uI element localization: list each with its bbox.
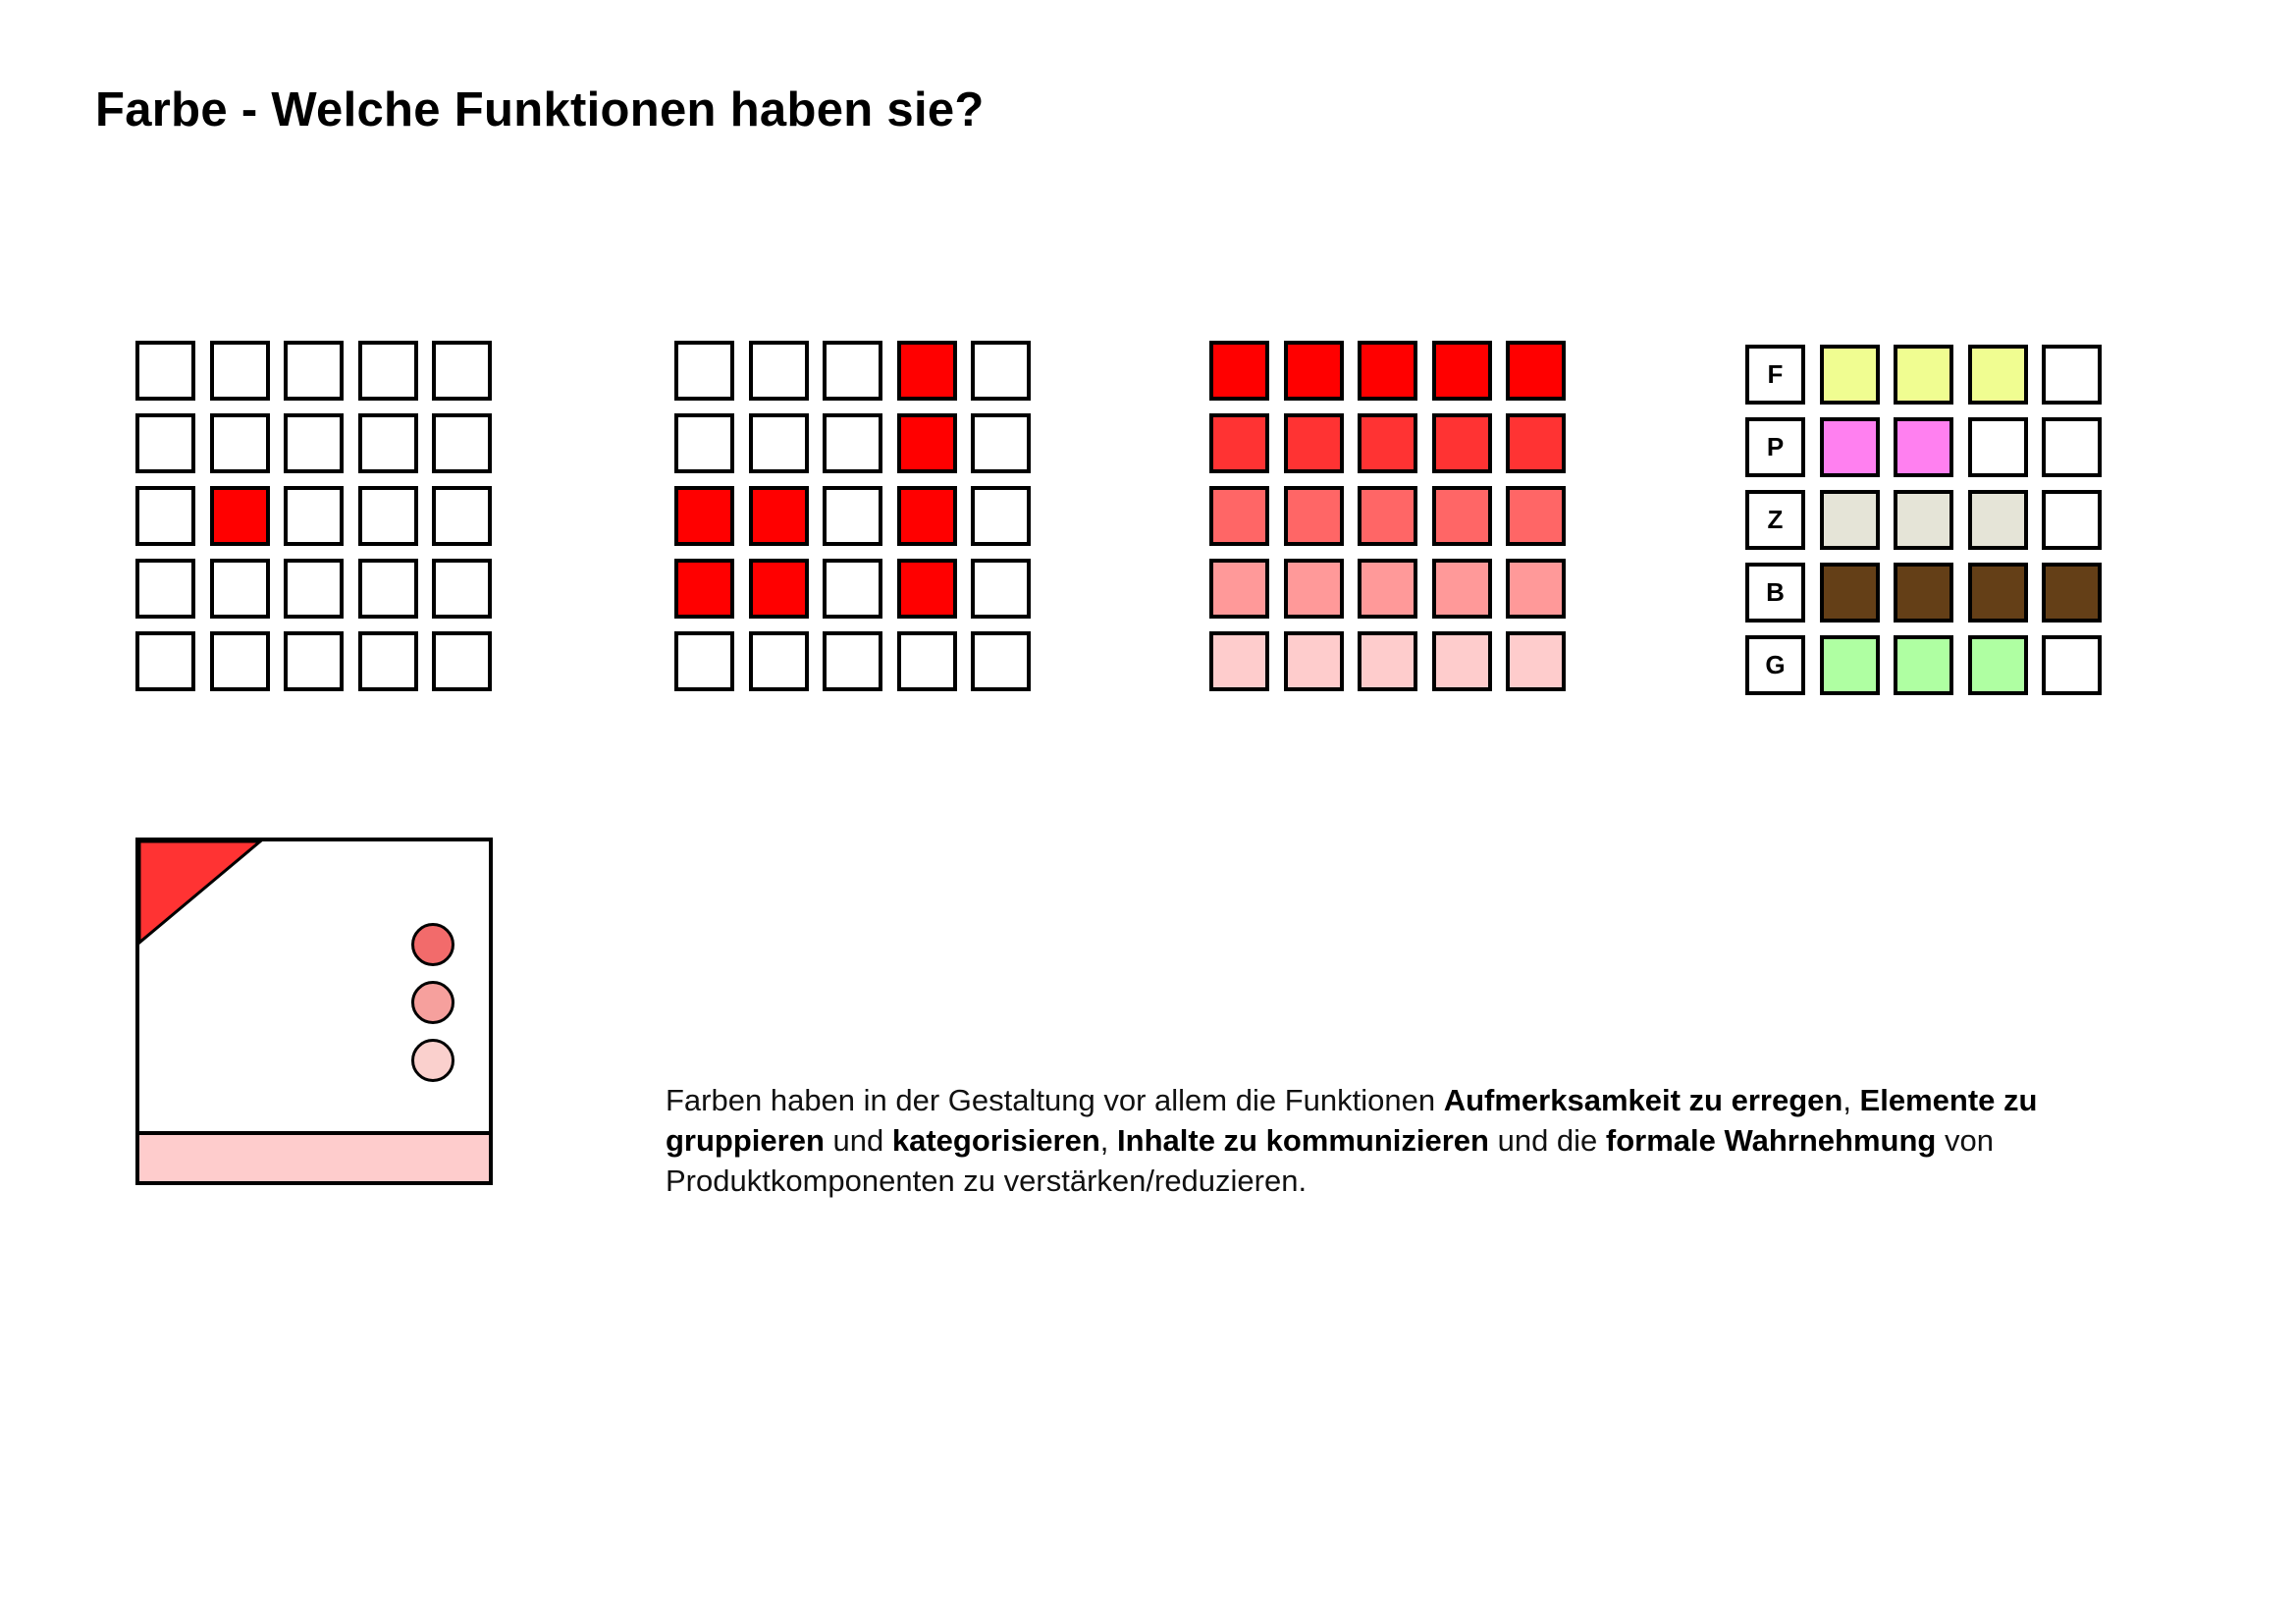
grid-cell: [2042, 345, 2102, 405]
grid-cell: [1358, 486, 1417, 546]
grid-cell: [674, 486, 734, 546]
grid-cell: [1284, 413, 1344, 473]
grid-cell: [1894, 635, 1953, 695]
grid-cell: [1432, 486, 1492, 546]
grid-cell: [971, 486, 1031, 546]
caption-emphasis: kategorisieren: [891, 1123, 1100, 1158]
grid-cell: [284, 413, 344, 473]
grid-cell: [823, 559, 882, 619]
grid-cell: [971, 559, 1031, 619]
grid-cell: [210, 413, 270, 473]
grid-cell: [1432, 341, 1492, 401]
grid-cell: [1209, 413, 1269, 473]
grid-cell: [749, 341, 809, 401]
grid-cell: [1358, 413, 1417, 473]
grid-cell: [749, 559, 809, 619]
grid-cell: [674, 631, 734, 691]
grid-cell: [1820, 345, 1880, 405]
grid-cell: [1209, 559, 1269, 619]
grid-cell: [749, 413, 809, 473]
grid-cell: [1968, 490, 2028, 550]
grid-cell: [2042, 490, 2102, 550]
grid-cell: [1968, 417, 2028, 477]
grid-cell: [897, 486, 957, 546]
grid-cell: [1284, 486, 1344, 546]
grid-cell: [284, 341, 344, 401]
caption-segment: von Produktkomponenten zu verstärken/reduzieren.: [666, 1123, 1994, 1198]
grid-cell: [2042, 417, 2102, 477]
grid-cell: [135, 631, 195, 691]
grid-cell: [1894, 345, 1953, 405]
grid-cell: [284, 631, 344, 691]
grid-cell: [1209, 631, 1269, 691]
grid-cell: [1506, 486, 1566, 546]
grid-cell: [1432, 413, 1492, 473]
grid-cell: [1820, 490, 1880, 550]
caption-emphasis: Inhalte zu kommunizieren: [1117, 1123, 1489, 1158]
caption-segment: und die: [1488, 1123, 1606, 1158]
grid-cell: [358, 486, 418, 546]
grid-cell: [1432, 631, 1492, 691]
grid-cell: [1209, 486, 1269, 546]
grid-cell: [823, 413, 882, 473]
grid-cell: [210, 341, 270, 401]
grid-cell: [432, 413, 492, 473]
grid-cell: [358, 413, 418, 473]
caption-emphasis: formale Wahrnehmung: [1605, 1123, 1937, 1158]
caption-segment: ,: [1099, 1123, 1118, 1158]
grid-cell: [1358, 631, 1417, 691]
grid-cell: [1820, 563, 1880, 623]
caption-segment: und: [824, 1123, 892, 1158]
grid-cell: [1894, 563, 1953, 623]
grid-cell: [135, 341, 195, 401]
grid-cell: [674, 559, 734, 619]
grid-cell: [823, 486, 882, 546]
category-label: F: [1745, 345, 1805, 405]
grid-cell: [674, 413, 734, 473]
indicator-dot: [411, 923, 454, 966]
grid-cell: [432, 631, 492, 691]
category-label: P: [1745, 417, 1805, 477]
grid-cell: [1358, 559, 1417, 619]
grid-cell: [1284, 631, 1344, 691]
grid-cell: [1820, 417, 1880, 477]
grid-cell: [358, 559, 418, 619]
grid-cell: [284, 559, 344, 619]
layout-example: [135, 838, 493, 1185]
page-title: Farbe - Welche Funktionen haben sie?: [95, 83, 985, 136]
category-label: Z: [1745, 490, 1805, 550]
grid-cell: [1358, 341, 1417, 401]
grid-cell: [674, 341, 734, 401]
grid-cell: [432, 341, 492, 401]
footer-bar: [139, 1131, 489, 1181]
caption-emphasis: Aufmerksamkeit zu erregen: [1443, 1083, 1843, 1117]
grid-cell: [135, 413, 195, 473]
grid-cell: [897, 559, 957, 619]
category-grid: [1745, 345, 2103, 695]
gradient-grid: [1209, 341, 1567, 691]
grid-cell: [1284, 341, 1344, 401]
grid-cell: [1968, 635, 2028, 695]
attention-grid: [135, 341, 493, 691]
grid-cell: [2042, 563, 2102, 623]
grid-cell: [1209, 341, 1269, 401]
grid-cell: [432, 559, 492, 619]
grid-cell: [1506, 341, 1566, 401]
caption-text: [666, 1080, 2118, 1201]
grid-cell: [1820, 635, 1880, 695]
grid-cell: [749, 486, 809, 546]
corner-triangle: [139, 841, 267, 949]
grid-cell: [1284, 559, 1344, 619]
grid-cell: [210, 486, 270, 546]
grid-cell: [135, 559, 195, 619]
caption-segment: Farben haben in der Gestaltung vor allem die Funktionen: [666, 1083, 1444, 1117]
grid-cell: [897, 341, 957, 401]
grid-cell: [971, 631, 1031, 691]
caption-emphasis: Elemente zu gruppieren: [666, 1083, 2038, 1158]
grid-cell: [135, 486, 195, 546]
indicator-dot: [411, 981, 454, 1024]
grid-cell: [749, 631, 809, 691]
grid-cell: [210, 559, 270, 619]
grid-cell: [210, 631, 270, 691]
grid-cell: [1968, 563, 2028, 623]
grid-cell: [1894, 490, 1953, 550]
grid-cell: [971, 413, 1031, 473]
category-label: B: [1745, 563, 1805, 623]
grid-cell: [358, 631, 418, 691]
grid-cell: [823, 341, 882, 401]
grid-cell: [1506, 413, 1566, 473]
grouping-grid: [674, 341, 1032, 691]
grid-cell: [1432, 559, 1492, 619]
grid-cell: [1506, 631, 1566, 691]
grid-cell: [897, 413, 957, 473]
grid-cell: [1894, 417, 1953, 477]
grid-cell: [284, 486, 344, 546]
grid-cell: [432, 486, 492, 546]
grid-cell: [1968, 345, 2028, 405]
category-label: G: [1745, 635, 1805, 695]
grid-cell: [823, 631, 882, 691]
grid-cell: [971, 341, 1031, 401]
grid-cell: [358, 341, 418, 401]
indicator-dot: [411, 1039, 454, 1082]
grid-cell: [897, 631, 957, 691]
caption-segment: ,: [1842, 1083, 1860, 1117]
grid-cell: [2042, 635, 2102, 695]
grid-cell: [1506, 559, 1566, 619]
